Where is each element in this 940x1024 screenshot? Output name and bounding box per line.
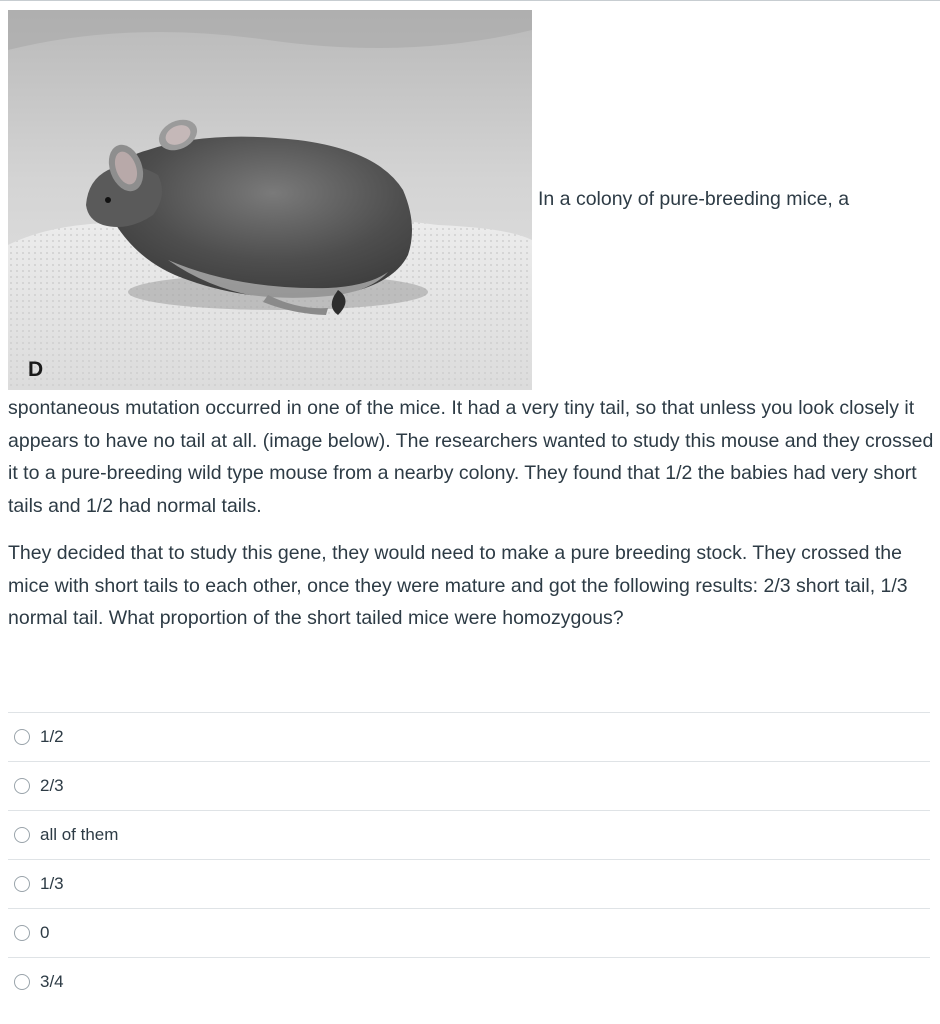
mouse-photo: [8, 10, 532, 390]
radio-button[interactable]: [14, 925, 30, 941]
answer-option[interactable]: [8, 761, 930, 810]
answer-option[interactable]: [8, 859, 930, 908]
answer-label: 0: [40, 923, 50, 942]
mouse-photo-graphic: [8, 10, 532, 390]
answer-label: 1/2: [40, 727, 64, 746]
top-divider: [0, 0, 940, 1]
answer-label: all of them: [40, 825, 119, 844]
answer-label: 2/3: [40, 776, 64, 795]
answer-option[interactable]: [8, 957, 930, 1006]
question-paragraph-2: They decided that to study this gene, they would need to make a pure breeding stock. They crossed the mice with short tails to each other, once they were mature and got the following results: 2/3 short tail, 1/3 normal tail. What proportion of the short tailed mice were homozygous?: [8, 542, 908, 629]
answer-label: 1/3: [40, 874, 64, 893]
answer-option[interactable]: [8, 810, 930, 859]
question-intro-text: In a colony of pure-breeding mice, a: [538, 188, 850, 210]
question-paragraph-1: spontaneous mutation occurred in one of the mice. It had a very tiny tail, so that unless you look closely it appears to have no tail at all. (image below). The researchers wanted to study this mouse and they crossed it to a pure-breeding wild type mouse from a nearby colony. They found that 1/2 the babies had very short tails and 1/2 had normal tails.: [8, 397, 934, 517]
radio-button[interactable]: [14, 974, 30, 990]
answer-option[interactable]: [8, 908, 930, 957]
answer-label: 3/4: [40, 972, 64, 991]
answer-list: [8, 712, 930, 1006]
radio-button[interactable]: [14, 827, 30, 843]
radio-button[interactable]: [14, 729, 30, 745]
radio-button[interactable]: [14, 876, 30, 892]
answer-option[interactable]: [8, 712, 930, 761]
photo-label: D: [28, 358, 44, 381]
radio-button[interactable]: [14, 778, 30, 794]
